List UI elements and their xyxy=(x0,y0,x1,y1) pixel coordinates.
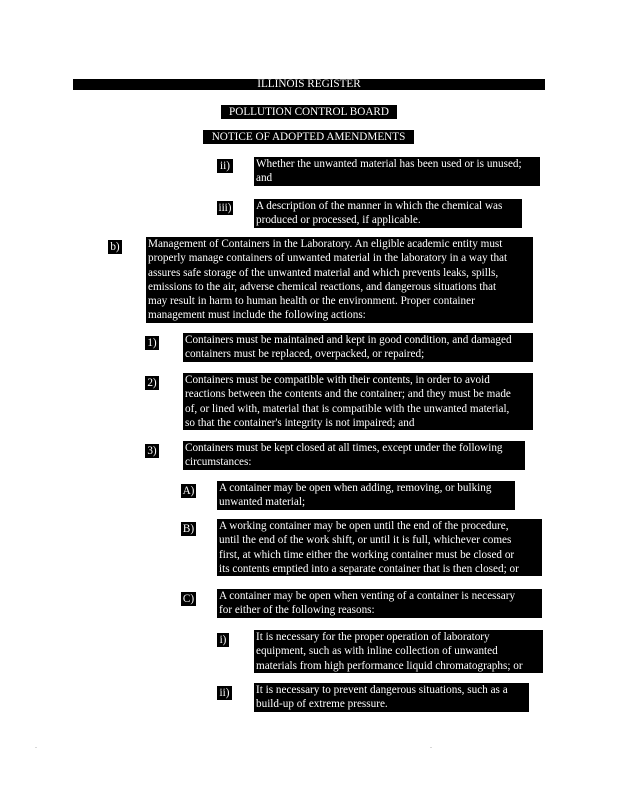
text-line: of, or lined with, material that is compatible with the unwanted material, xyxy=(185,402,510,415)
text-line: A description of the manner in which the chemical was xyxy=(256,200,503,212)
text-line: Management of Containers in the Laboratory. An eligible academic entity must xyxy=(148,238,503,250)
item-1-marker: 1) xyxy=(145,336,159,350)
text-line: Containers must be maintained and kept in good condition, and damaged xyxy=(185,334,512,346)
item-2-text xyxy=(183,373,533,430)
text-line: materials from high performance liquid chromatographs; or xyxy=(256,659,523,672)
text-line: assures safe storage of the unwanted material and which prevents leaks, spills, xyxy=(148,266,499,279)
item-C-text xyxy=(217,589,542,618)
register-title: ILLINOIS REGISTER xyxy=(73,79,545,90)
item-ii-text xyxy=(254,157,540,186)
text-line: first, at which time either the working container must be closed or xyxy=(219,548,515,561)
text-line: Whether the unwanted material has been used or is unused; xyxy=(256,158,522,170)
text-line: build-up of extreme pressure. xyxy=(256,698,388,711)
board-title: POLLUTION CONTROL BOARD xyxy=(221,105,397,119)
notice-title: NOTICE OF ADOPTED AMENDMENTS xyxy=(203,130,414,144)
text-line: management must include the following actions: xyxy=(148,309,366,322)
item-C-marker: C) xyxy=(182,593,195,605)
text-line: It is necessary for the proper operation of laboratory xyxy=(256,631,490,643)
text-line: A working container may be open until the end of the procedure, xyxy=(219,520,509,532)
text-line: Containers must be compatible with their contents, in order to avoid xyxy=(185,374,490,386)
text-line: until the end of the work shift, or until it is full, whichever comes xyxy=(219,534,512,547)
item-ii-marker: ii) xyxy=(217,159,233,173)
item-2-marker: 2) xyxy=(145,376,159,390)
text-line: and xyxy=(256,172,273,185)
item-Cii-marker: ii) xyxy=(217,686,232,700)
scan-speck xyxy=(35,747,37,748)
item-b-marker: b) xyxy=(108,240,122,254)
text-line: A container may be open when venting of a container is necessary xyxy=(219,590,516,602)
text-line: equipment, such as with inline collection of unwanted xyxy=(256,645,498,658)
item-3-text xyxy=(183,441,525,470)
item-Ci-marker: i) xyxy=(217,633,229,647)
text-line: reactions between the contents and the container; and they must be made xyxy=(185,388,511,401)
text-line: emissions to the air, adverse chemical reactions, and dangerous situations that xyxy=(148,280,497,293)
item-1-text xyxy=(183,333,533,362)
text-line: its contents emptied into a separate container that is then closed; or xyxy=(219,562,519,575)
text-line: for either of the following reasons: xyxy=(219,604,375,617)
text-line: circumstances: xyxy=(185,456,252,469)
text-line: so that the container's integrity is not impaired; and xyxy=(185,416,415,429)
item-A-text xyxy=(217,481,515,510)
item-3-marker: 3) xyxy=(145,444,159,458)
item-B-text xyxy=(217,519,542,576)
text-line: Containers must be kept closed at all times, except under the following xyxy=(185,442,503,454)
scan-speck xyxy=(430,747,432,748)
text-line: unwanted material; xyxy=(219,496,306,509)
item-Ci-text xyxy=(254,630,543,673)
text-line: It is necessary to prevent dangerous situations, such as a xyxy=(256,684,508,696)
item-B-marker: B) xyxy=(182,523,195,535)
text-line: produced or processed, if applicable. xyxy=(256,214,421,227)
item-A-marker: A) xyxy=(182,485,195,497)
item-iii-text xyxy=(254,199,522,228)
item-iii-marker: iii) xyxy=(218,202,232,214)
item-b-text xyxy=(146,237,533,323)
text-line: containers must be replaced, overpacked, or repaired; xyxy=(185,348,425,361)
text-line: may result in harm to human health or the environment. Proper container xyxy=(148,295,475,308)
text-line: properly manage containers of unwanted material in the laboratory in a way that xyxy=(148,252,508,265)
item-Cii-text xyxy=(254,683,529,712)
text-line: A container may be open when adding, removing, or bulking xyxy=(219,482,492,494)
